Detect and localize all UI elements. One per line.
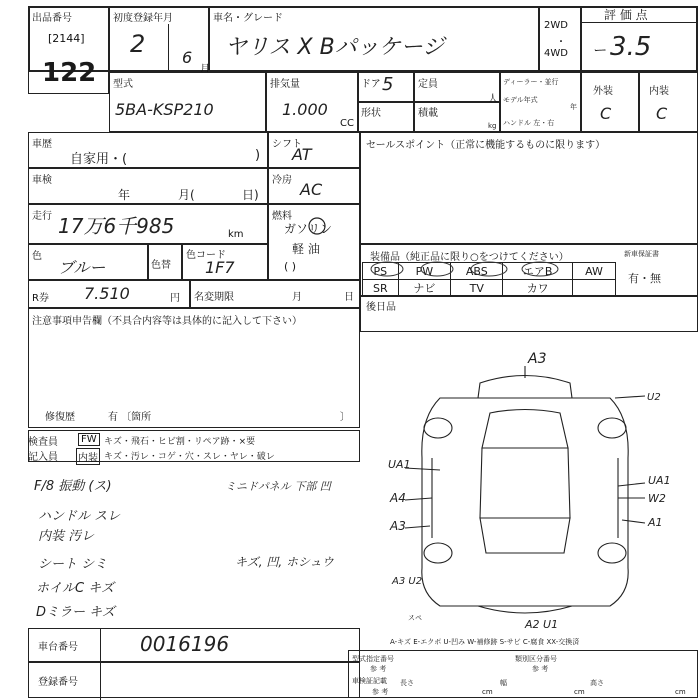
diagram-leader-4 [618,483,645,486]
title-label: 名変期限 [194,292,234,303]
chassis-label: 車台番号 [38,642,78,653]
color-code-label: 色コード [186,250,226,261]
diagram-leader-6 [622,520,645,523]
color-code-value: 1F7 [205,258,235,277]
diagram-label-a1: A1 [648,516,663,529]
warranty-value: 有・無 [628,272,661,285]
load-label: 積載 [418,108,438,119]
note-line-1: F/8 振動 (ス) [34,479,112,494]
car-name: ヤリス X Bパッケージ [225,35,445,60]
length-label: 長さ [400,679,414,687]
score-prefix: ー [592,43,606,59]
diagram-label-a4: A4 [390,491,406,505]
recycle-value: 7.510 [84,284,130,303]
capacity-label: 定員 [418,79,438,90]
inspection-label: 車検 [32,175,52,186]
km-unit: km [228,229,244,240]
inspection-day: 日) [242,188,259,202]
equipment-label: 装備品（純正品に限り○をつけてください） [370,252,569,263]
score-label: 評 価 点 [604,8,648,22]
color-value: ブルー [58,258,106,277]
diagram-roof [480,448,570,518]
diagram-leader-2 [405,498,432,500]
note-right-2: キズ, 凹, ホシュウ [235,555,334,569]
reg-year: 2 [130,30,146,58]
diagram-label-a2u1: A2 U1 [525,618,559,631]
shape-label: 形状 [361,108,381,119]
inner-tag: 内装 [76,448,100,465]
door-value: 5 [382,74,394,95]
equipment-row-2 [363,280,616,297]
history-value: 自家用・( [70,152,128,167]
class-ref: 参 考 [532,665,549,673]
diagram-label-a3u2: A3 U2 [392,576,423,587]
recycle-label: R券 [32,293,49,304]
model-year-label: モデル年式 [503,96,538,104]
height-cm: cm [675,688,686,696]
diagram-label-a3-top: A3 [528,351,547,367]
interior-box [639,72,698,132]
dealer-label: ディーラー・並行 [503,78,559,86]
diagram-label-a3-left: A3 [390,519,406,533]
diagram-wheel-fr [598,418,626,438]
fuel-other: ( ) [284,260,297,273]
diagram-legend: A-キズ E-エクボ U-凹み W-補修跡 S-サビ C-腐食 XX-交換済 [390,638,580,646]
class-label: 類別区分番号 [515,655,557,663]
diagram-wheel-rl [424,543,452,563]
type-label: 型式指定番号 [352,655,394,663]
interior-value: C [656,104,668,123]
car-label: 車名・グレード [213,13,283,24]
sales-point-label: セールスポイント（正常に機能するものに限ります） [366,140,606,151]
width-label: 幅 [500,679,507,687]
color-label: 色 [32,251,42,262]
reg-divider [168,24,169,72]
drive-dot: ・ [556,37,566,48]
after-label: 後日品 [366,302,396,313]
equip-navi: ナビ [398,280,450,297]
fuel-diesel: 軽 油 [292,242,320,256]
equip-tv: TV [451,280,503,297]
color-change-label: 色替 [151,260,171,271]
note-line-4: シート シミ [38,557,108,572]
drive-4wd: 4WD [544,48,568,59]
equip-airbag: エアB [503,263,573,280]
notes-label: 注意事項申告欄（不具合内容等は具体的に記入して下さい） [32,316,302,327]
shift-value: AT [292,145,312,164]
warranty-label: 新車保証書 [624,250,659,258]
note-line-5: ホイルC キズ [36,581,114,596]
diagram-label-u2: U2 [647,392,661,403]
diagram-body-outline [422,398,628,606]
model-label: 型式 [113,79,133,90]
title-month: 月 [292,292,302,303]
type-ref: 参 考 [370,665,387,673]
fuel-circle-mark [307,216,327,236]
reg-label: 初度登録年月 [113,13,173,24]
inspection-box [28,168,268,204]
inspection-month: 月( [178,188,195,202]
equip-leather: カワ [503,280,573,297]
car-diagram [360,338,690,638]
drive-2wd: 2WD [544,20,568,31]
fw-tag: FW [78,433,100,446]
handle-label: ハンドル 左・右 [503,119,555,127]
note-right-1: ミニドパネル 下部 凹 [225,480,331,493]
score-line [581,22,698,23]
diagram-windshield [482,410,568,449]
diagram-leader-7 [615,396,645,398]
width-cm: cm [574,688,585,696]
diagram-label-ua1-right: UA1 [648,474,671,487]
inspector-label: 検査員 [28,437,58,448]
diagram-leader-3 [405,526,430,528]
equip-ps: PS [363,263,399,280]
diagram-wheel-rr [598,543,626,563]
dims-ref: 参 考 [372,688,389,696]
reg-number-label: 登録番号 [38,677,78,688]
cc-unit: CC [340,118,354,129]
repair-value: 有 〔箇所 [108,412,152,423]
inner-text: キズ・汚レ・コゲ・穴・スレ・ヤレ・破レ [104,452,275,462]
dims-label: 車検証記載 [352,677,387,685]
equip-sr: SR [363,280,399,297]
note-line-3: 内装 汚レ [38,529,95,544]
equip-pw: PW [398,263,450,280]
equip-aw: AW [573,263,616,280]
equip-circle-marks [362,260,622,280]
mileage-label: 走行 [32,211,52,222]
year-unit: 年 [570,103,577,111]
fuel-gas: ガソリン [284,222,333,236]
score-value: 3.5 [610,32,652,62]
chassis-value: 0016196 [140,632,230,656]
door-label: ドア [361,79,381,90]
shift-label: シフト [272,139,302,150]
repair-label: 修復歴 [45,412,75,423]
after-box [360,296,698,332]
diagram-label-spare: スペ [408,614,422,622]
yen-unit: 円 [170,293,180,304]
history-box [28,132,268,168]
fw-text: キズ・飛石・ヒビ割・リペア跡・×要 [104,437,256,447]
exterior-box [581,72,639,132]
kg-unit: kg [488,122,497,130]
length-cm: cm [482,688,493,696]
lot-label: 出品番号 [32,13,72,24]
diagram-rear-bumper [478,606,572,613]
diagram-rear-window [480,518,570,553]
reg-month: 6 [182,48,193,67]
lot-code: [2144] [48,32,85,45]
ac-value: AC [300,180,323,199]
lot-number: 122 [42,58,97,88]
diagram-label-w2: W2 [648,492,666,505]
interior-label: 内装 [649,86,669,97]
person-unit: 人 [488,94,498,105]
diagram-wheel-fl [424,418,452,438]
equip-blank [573,280,616,297]
history-label: 車歴 [32,139,52,150]
diagram-label-ua1-left: UA1 [388,458,411,471]
model-value: 5BA-KSP210 [115,100,214,119]
displacement-value: 1.000 [282,100,328,119]
diagram-front-bumper [478,376,572,399]
reg-month-unit: 月 [200,64,210,75]
equip-abs: ABS [451,263,503,280]
displacement-label: 排気量 [270,79,300,90]
note-line-6: Dミラー キズ [36,605,115,620]
writer-label: 記入員 [28,452,58,463]
mileage-value: 17万6千985 [58,214,175,238]
note-line-2: ハンドル スレ [38,509,121,524]
repair-close: 〕 [340,412,350,423]
fuel-label: 燃料 [272,211,292,222]
exterior-value: C [600,104,612,123]
exterior-label: 外装 [593,86,613,97]
ac-label: 冷房 [272,175,292,186]
inspection-year: 年 [118,188,131,202]
history-close: ) [255,148,261,163]
title-day: 日 [344,292,354,303]
height-label: 高さ [590,679,604,687]
